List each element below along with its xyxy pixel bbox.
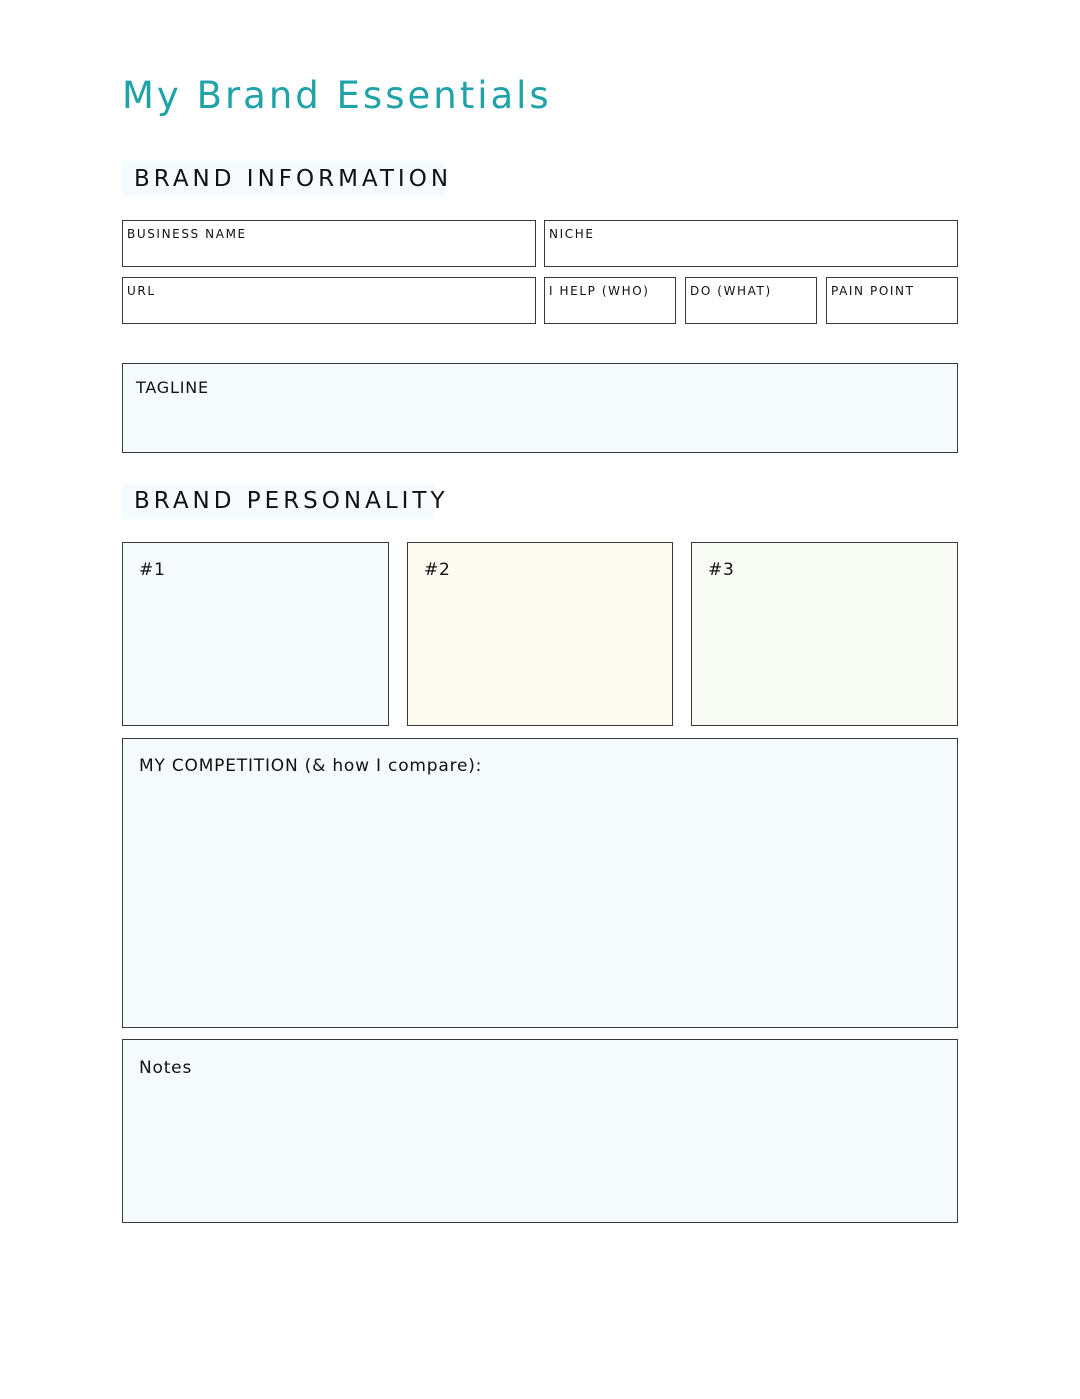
competition-box[interactable] xyxy=(122,738,958,1028)
competition-label: MY COMPETITION (& how I compare): xyxy=(139,756,483,776)
page-title: My Brand Essentials xyxy=(122,74,552,117)
business-name-field[interactable] xyxy=(122,220,536,267)
pain-point-label: PAIN POINT xyxy=(831,284,915,298)
do-what-label: DO (WHAT) xyxy=(690,284,772,298)
niche-label: NICHE xyxy=(549,227,595,241)
personality-trait-3-label: #3 xyxy=(708,560,735,580)
brand-information-heading: BRAND INFORMATION xyxy=(122,161,444,197)
personality-trait-2-label: #2 xyxy=(424,560,451,580)
personality-trait-3-box[interactable] xyxy=(691,542,958,726)
pain-point-field[interactable] xyxy=(826,277,958,324)
personality-trait-2-box[interactable] xyxy=(407,542,673,726)
notes-box[interactable] xyxy=(122,1039,958,1223)
brand-personality-heading: BRAND PERSONALITY xyxy=(122,483,434,519)
url-field[interactable] xyxy=(122,277,536,324)
business-name-label: BUSINESS NAME xyxy=(127,227,247,241)
notes-label: Notes xyxy=(139,1058,193,1078)
tagline-label: TAGLINE xyxy=(136,378,209,397)
personality-trait-1-box[interactable] xyxy=(122,542,389,726)
i-help-label: I HELP (WHO) xyxy=(549,284,650,298)
tagline-field[interactable] xyxy=(122,363,958,453)
url-label: URL xyxy=(127,284,156,298)
do-what-field[interactable] xyxy=(685,277,817,324)
i-help-field[interactable] xyxy=(544,277,676,324)
personality-trait-1-label: #1 xyxy=(139,560,166,580)
niche-field[interactable] xyxy=(544,220,958,267)
